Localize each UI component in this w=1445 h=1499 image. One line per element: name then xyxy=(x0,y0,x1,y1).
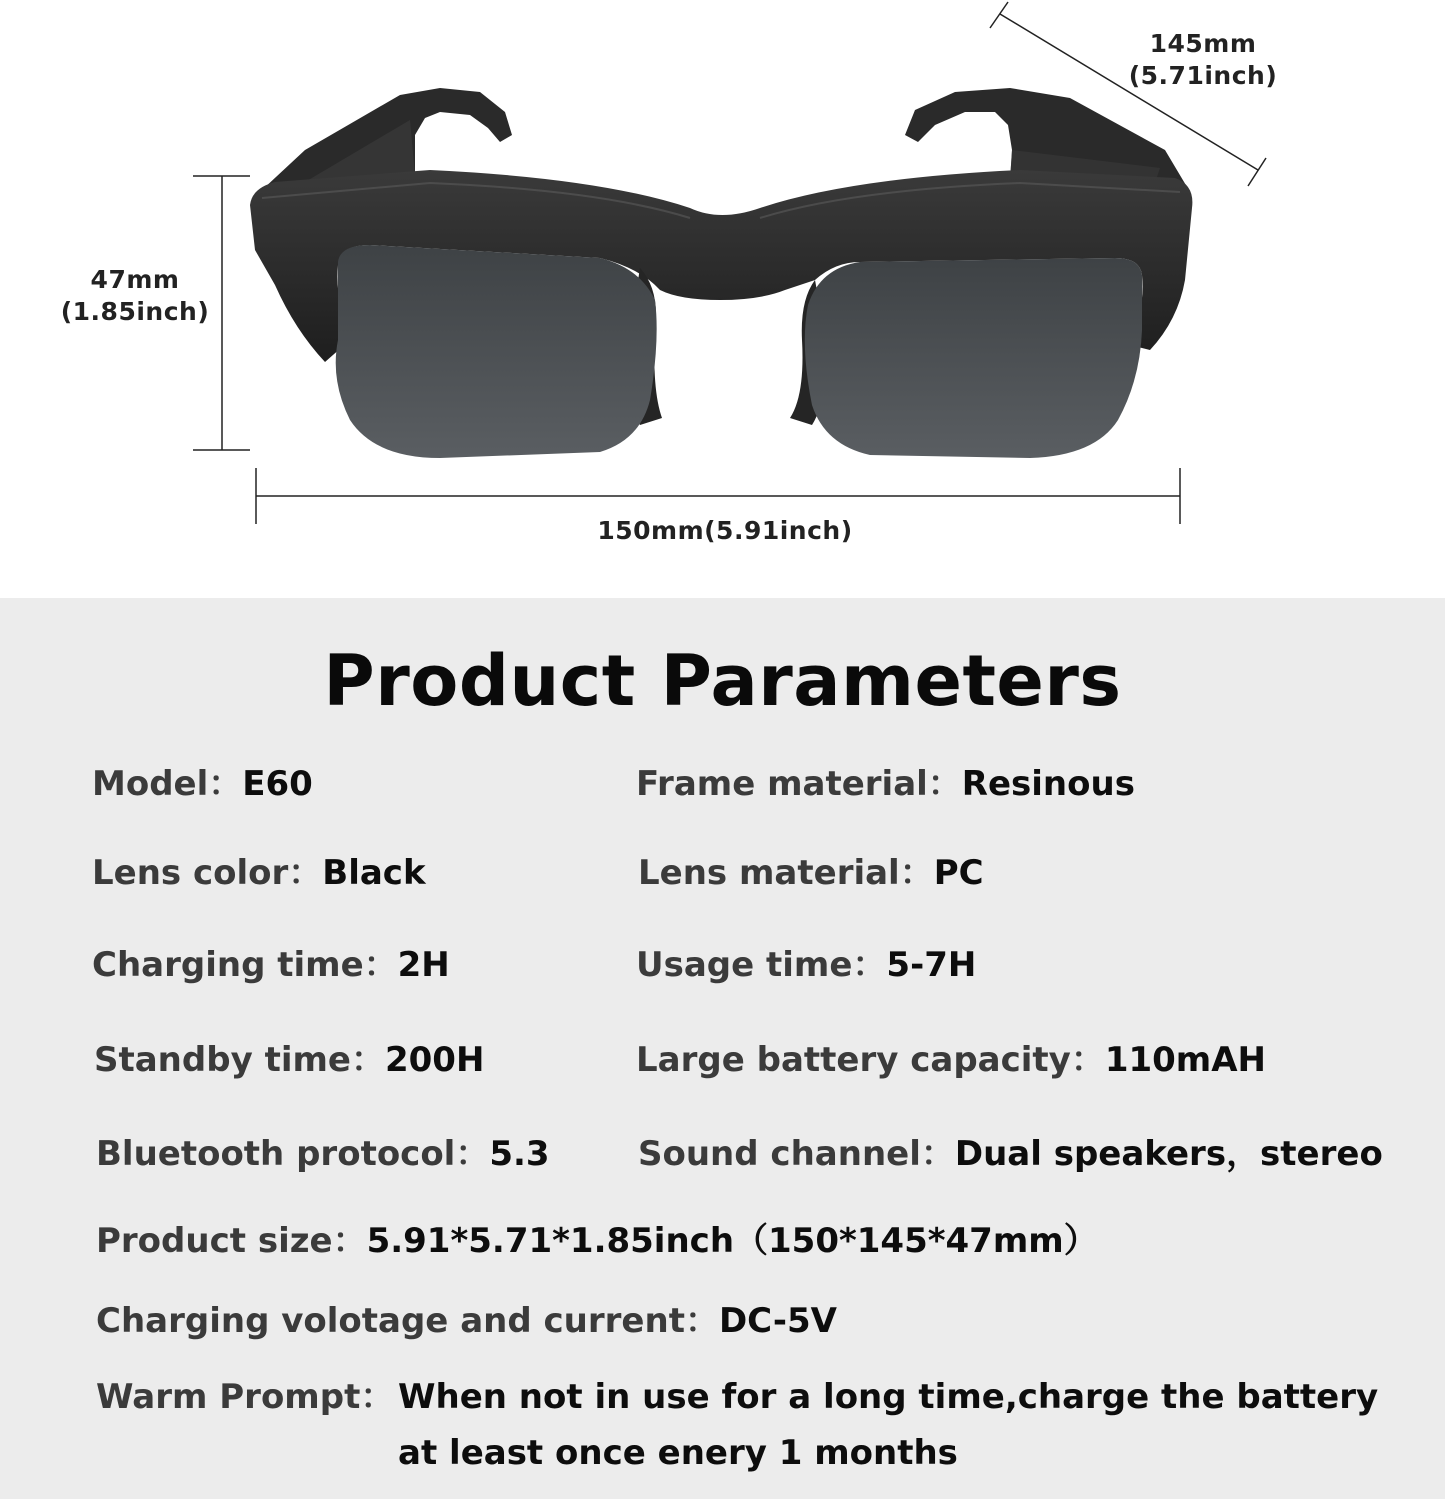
width-dimension-label: 150mm(5.91inch) xyxy=(597,516,853,545)
height-mm: 47mm xyxy=(90,265,180,294)
param-label: Large battery capacity： xyxy=(636,1040,1105,1080)
param-product-size xyxy=(96,1219,1098,1263)
param-battery-capacity xyxy=(636,1038,1266,1082)
param-frame-material xyxy=(636,762,1135,806)
param-value: Dual speakers，stereo xyxy=(954,1134,1383,1174)
param-label: Charging time： xyxy=(92,945,398,985)
param-label: Charging volotage and current： xyxy=(96,1301,719,1341)
param-value: PC xyxy=(933,853,984,893)
param-sound-channel xyxy=(638,1132,1383,1176)
page-title: Product Parameters xyxy=(323,640,1122,722)
product-image-area xyxy=(0,0,1445,598)
height-inch: (1.85inch) xyxy=(60,297,210,326)
param-value: Resinous xyxy=(961,764,1135,804)
param-value: 200H xyxy=(384,1040,485,1080)
depth-dimension-label xyxy=(1098,28,1308,92)
height-dimension-label xyxy=(30,264,240,328)
param-value: 2H xyxy=(397,945,450,985)
param-value: 5.3 xyxy=(489,1134,550,1174)
param-bluetooth-protocol xyxy=(96,1132,550,1176)
param-model xyxy=(92,762,313,806)
param-value: E60 xyxy=(242,764,313,804)
param-label: Lens color： xyxy=(92,853,323,893)
param-label: Model： xyxy=(92,764,243,804)
param-value: 110mAH xyxy=(1104,1040,1266,1080)
param-label: Warm Prompt： xyxy=(96,1377,395,1417)
param-lens-color xyxy=(92,851,426,895)
param-value: 5-7H xyxy=(886,945,977,985)
right-lens xyxy=(805,258,1142,458)
param-charging-voltage xyxy=(96,1299,837,1343)
param-standby-time xyxy=(94,1038,484,1082)
param-label: Lens material： xyxy=(638,853,934,893)
warm-prompt-line-1: When not in use for a long time,charge the battery xyxy=(398,1377,1379,1417)
param-usage-time xyxy=(636,943,976,987)
warm-prompt-line-2: at least once enery 1 months xyxy=(398,1433,958,1473)
param-warm-prompt-label xyxy=(96,1369,394,1425)
param-label: Frame material： xyxy=(636,764,962,804)
param-warm-prompt-value xyxy=(398,1369,1408,1481)
param-label: Sound channel： xyxy=(638,1134,955,1174)
param-label: Standby time： xyxy=(94,1040,385,1080)
param-label: Bluetooth protocol： xyxy=(96,1134,490,1174)
param-value: DC-5V xyxy=(718,1301,837,1341)
param-charging-time xyxy=(92,943,450,987)
param-label: Usage time： xyxy=(636,945,887,985)
left-lens xyxy=(336,245,657,458)
param-label: Product size： xyxy=(96,1221,367,1261)
depth-mm: 145mm xyxy=(1149,29,1257,58)
product-parameters-panel xyxy=(0,598,1445,1499)
param-lens-material xyxy=(638,851,984,895)
depth-inch: (5.71inch) xyxy=(1128,61,1278,90)
param-value: Black xyxy=(322,853,426,893)
param-value: 5.91*5.71*1.85inch（150*145*47mm） xyxy=(366,1221,1098,1261)
